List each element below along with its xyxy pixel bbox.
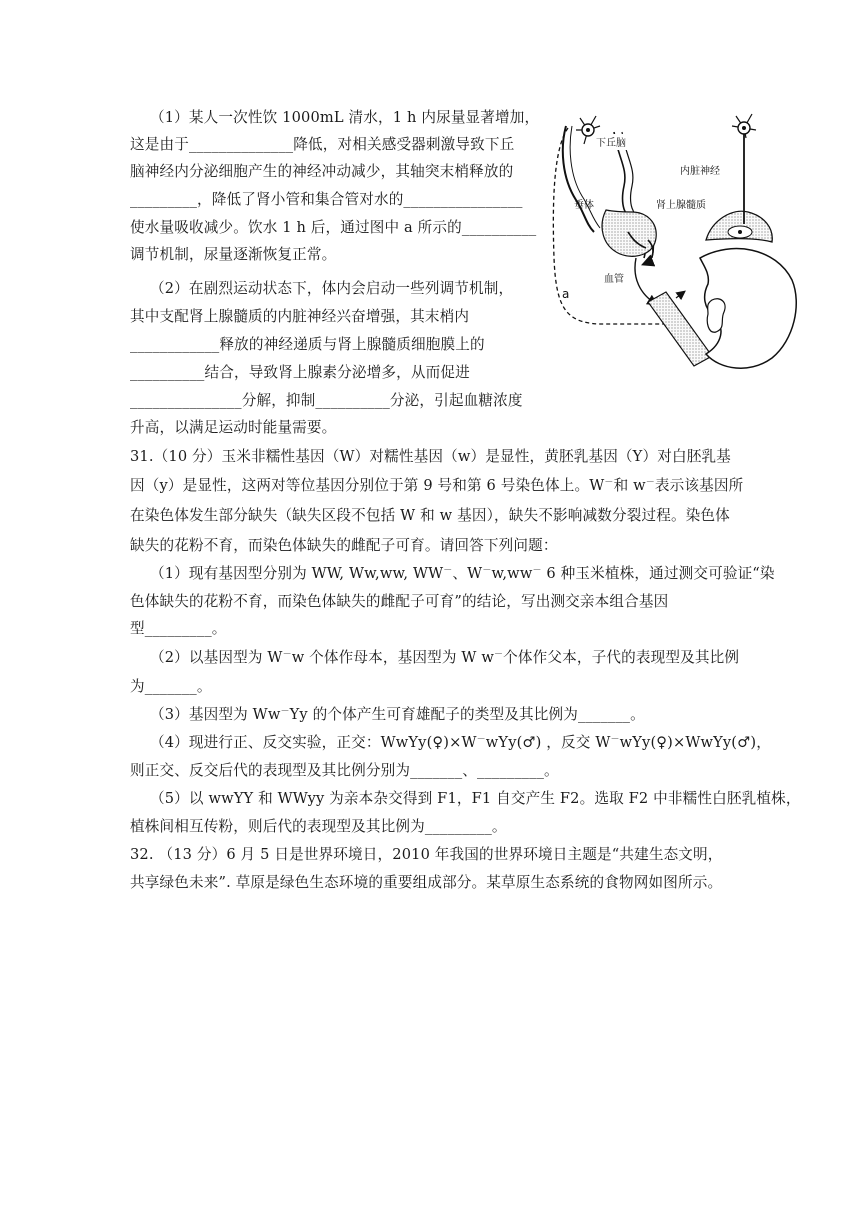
pituitary-gland: [602, 210, 656, 264]
q31-2-line-2: 为_______。: [130, 678, 212, 695]
label-visceral-nerve: 内脏神经: [680, 166, 720, 177]
q31-4-line-1: （4）现进行正、反交实验，正交：WwYy(♀)×W－wYy(♂) ，反交 W－wYy(♀)×WwYy(♂)，: [150, 734, 771, 751]
q31-1-line-1: （1）现有基因型分别为 WW, Ww,ww, WW－、W－w,ww－ 6 种玉米植株，通过测交可验证“染: [150, 565, 775, 582]
kidney: [700, 249, 796, 369]
q30-2-line-4: __________结合，导致肾上腺素分泌增多，从而促进: [130, 364, 470, 381]
q31-stem-line-4: 缺失的花粉不育，而染色体缺失的雌配子可育。请回答下列问题：: [130, 537, 558, 554]
q31-stem-line-3: 在染色体发生部分缺失（缺失区段不包括 W 和 w 基因），缺失不影响减数分裂过程。染色体: [130, 507, 730, 524]
label-adrenal-medulla: 肾上腺髓质: [656, 200, 706, 211]
q31-1-line-3: 型_________。: [130, 620, 227, 637]
blood-vessel: [648, 292, 712, 366]
label-a: a: [562, 287, 570, 301]
q30-1-line-5: 使水量吸收减少。饮水 1 h 后，通过图中 a 所示的__________: [130, 219, 537, 236]
q30-1-line-6: 调节机制，尿量逐渐恢复正常。: [130, 246, 337, 263]
physiology-diagram: [536, 108, 798, 374]
q30-2-line-1: （2）在剧烈运动状态下，体内会启动一些列调节机制，: [150, 280, 514, 297]
label-vessel: 血管: [604, 274, 624, 285]
hypothalamus-neuron: [563, 116, 600, 232]
hormone-arrow: [635, 258, 656, 304]
q30-1-line-2: 这是由于______________降低，对相关感受器刺激导致下丘: [130, 136, 515, 153]
q32-line-1: 32. （13 分）6 月 5 日是世界环境日，2010 年我国的世界环境日主题是“共建生态文明，: [130, 846, 723, 863]
visceral-nerve-neuron: [732, 114, 756, 224]
q31-5-line-2: 植株间相互传粉，则后代的表现型及其比例为_________。: [130, 818, 507, 835]
adrenal-gland: [706, 211, 772, 242]
q31-3-line-1: （3）基因型为 Ww－Yy 的个体产生可育雄配子的类型及其比例为_______。: [150, 706, 645, 723]
q30-2-line-2: 其中支配肾上腺髓质的内脏神经兴奋增强，其末梢内: [130, 308, 470, 325]
q30-2-line-6: 升高，以满足运动时能量需要。: [130, 419, 337, 436]
q31-5-line-1: （5）以 wwYY 和 WWyy 为亲本杂交得到 F1，F1 自交产生 F2。选取 F2 中非糯性白胚乳植株，: [150, 790, 801, 807]
q31-4-line-2: 则正交、反交后代的表现型及其比例分别为_______、_________。: [130, 762, 559, 779]
label-hypothalamus: 下丘脑: [596, 138, 626, 149]
label-pituitary: 垂体: [574, 200, 594, 211]
q32-line-2: 共享绿色未来”. 草原是绿色生态环境的重要组成部分。某草原生态系统的食物网如图所示。: [130, 874, 723, 891]
q31-stem-line-1: 31.（10 分）玉米非糯性基因（W）对糯性基因（w）是显性，黄胚乳基因（Y）对白胚乳基: [130, 448, 731, 465]
diagram-svg: [536, 108, 798, 374]
q31-2-line-1: （2）以基因型为 W－w 个体作母本，基因型为 W w－个体作父本，子代的表现型及其比例: [150, 649, 740, 666]
q30-2-line-5: _______________分解，抑制__________分泌，引起血糖浓度: [130, 392, 523, 409]
q31-stem-line-2: 因（y）是显性，这两对等位基因分别位于第 9 号和第 6 号染色体上。W－和 w－表示该基因所: [130, 477, 744, 494]
q30-1-line-4: _________，降低了肾小管和集合管对水的________________: [130, 191, 523, 208]
q30-1-line-3: 脑神经内分泌细胞产生的神经冲动减少，其轴突末梢释放的: [130, 163, 514, 180]
q30-1-line-1: （1）某人一次性饮 1000mL 清水，1 h 内尿量显著增加，: [150, 109, 540, 126]
q30-2-line-3: ____________释放的神经递质与肾上腺髓质细胞膜上的: [130, 336, 485, 353]
q31-1-line-2: 色体缺失的花粉不育，而染色体缺失的雌配子可育”的结论，写出测交亲本组合基因: [130, 593, 669, 610]
